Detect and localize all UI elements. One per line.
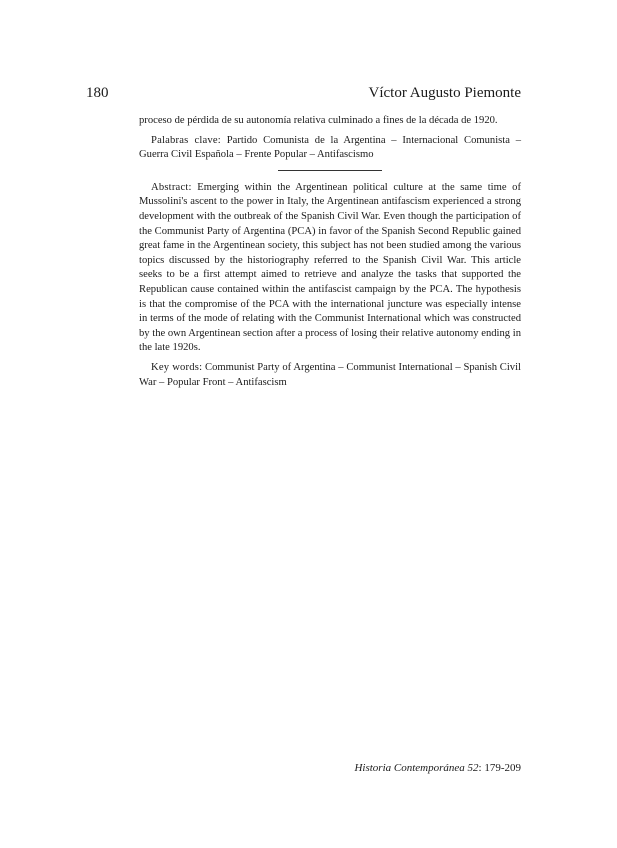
english-abstract (139, 181, 521, 356)
section-divider (278, 170, 382, 171)
page-footer (354, 760, 521, 776)
english-keywords-text: Communist Party of Argentina – Communist International – Spanish Civil War – Popular Front – Antifascism (139, 361, 521, 388)
spanish-keywords (139, 134, 521, 163)
english-keywords (139, 361, 521, 390)
english-keywords-label: Key words: (151, 361, 203, 373)
journal-pages: : 179-209 (478, 762, 521, 774)
spanish-keywords-text: Partido Comunista de la Argentina – Internacional Comunista – Guerra Civil Española – Frente Popular – Antifascismo (139, 134, 521, 161)
journal-title: Historia Contemporánea 52 (354, 762, 479, 774)
spanish-abstract-continuation: proceso de pérdida de su autonomía relativa culminado a fines de la década de 1920. (139, 115, 498, 126)
abstract-label: Abstract: (151, 181, 192, 193)
abstract-text: Emerging within the Argentinean political culture at the same time of Mussolini's ascent to the power in Italy, the Argentinean antifascism experienced a strong development with the outbreak of the Spanish Civil War. Even though the participation of the Communist Party of Argentina (PCA) in favor of the Spanish Second Republic gained great fame in the Argentinean society, this subject has not been studied among the various topics discussed by the historiography referred to the Spanish Civil War. This article seeks to be a first attempt aimed to retrieve and analyze the tasks that supported the Republican cause contained within the antifascist campaign by the PCA. The hypothesis is that the compromise of the PCA with the international juncture was especially intense in terms of the mode of relating with the Communist International which was constructed by the own Argentinean section after a process of losing their relative autonomy ending in the late 1920s. (139, 181, 521, 354)
spanish-keywords-label: Palabras clave: (151, 134, 221, 146)
running-head-author: Víctor Augusto Piemonte (368, 85, 521, 101)
page-number: 180 (86, 85, 109, 101)
page-body (139, 114, 521, 390)
page-header (86, 83, 521, 103)
